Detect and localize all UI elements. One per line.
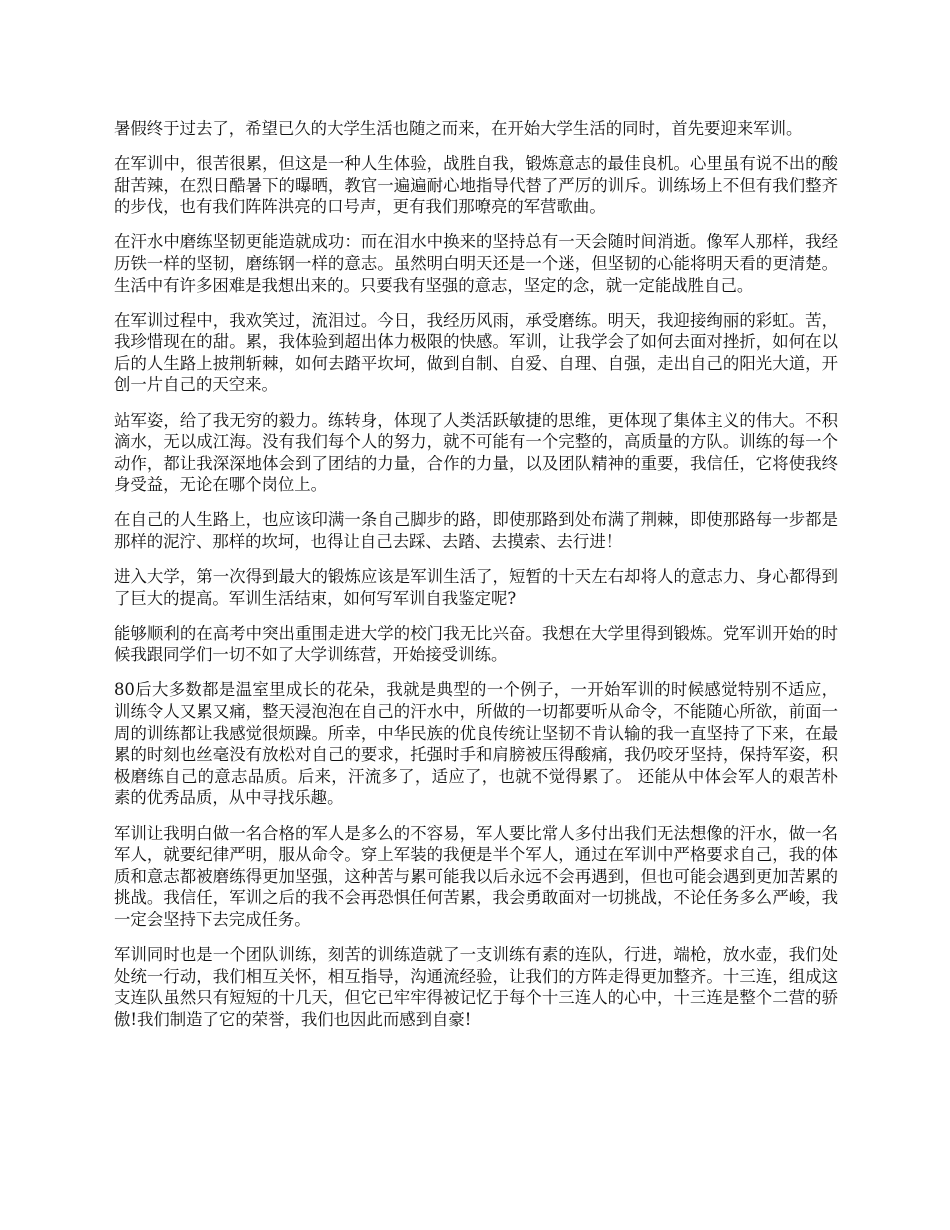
paragraph-10: 军训让我明白做一名合格的军人是多么的不容易，军人要比常人多付出我们无法想像的汗水，做一名军人，就要纪律严明，服从命令。穿上军装的我便是半个军人，通过在军训中严格要求自己，我的体质和意志都被磨练得更加坚强，这种苦与累可能我以后永远不会再遇到，但也可能会遇到更加苦累的挑战。我信任，军训之后的我不会再恐惧任何苦累，我会勇敢面对一切挑战，不论任务多么严峻，我一定会坚持下去完成任务。 xyxy=(114,823,838,929)
paragraph-9: 80后大多数都是温室里成长的花朵，我就是典型的一个例子，一开始军训的时候感觉特别不适应，训练令人又累又痛，整天浸泡泡在自己的汗水中，所做的一切都要听从命令，不能随心所欲，前面一周的训练都让我感觉很烦躁。所幸，中华民族的优良传统让坚韧不肯认输的我一直坚持了下来，在最累的时刻也丝毫没有放松对自己的要求，托强时手和肩膀被压得酸痛，我仍咬牙坚持，保持军姿，积极磨练自己的意志品质。后来，汗流多了，适应了，也就不觉得累了。 还能从中体会军人的艰苦朴素的优秀品质，从中寻找乐趣。 xyxy=(114,680,838,808)
paragraph-3: 在汗水中磨练坚韧更能造就成功：而在泪水中换来的坚持总有一天会随时间消逝。像军人那样，我经历铁一样的坚韧，磨练钢一样的意志。虽然明白明天还是一个迷，但坚韧的心能将明天看的更清楚。生活中有许多困难是我想出来的。只要我有坚强的意志，坚定的念，就一定能战胜自己。 xyxy=(114,232,838,295)
paragraph-8: 能够顺利的在高考中突出重围走进大学的校门我无比兴奋。我想在大学里得到锻炼。党军训开始的时候我跟同学们一切不如了大学训练营，开始接受训练。 xyxy=(114,623,838,665)
paragraph-2: 在军训中，很苦很累，但这是一种人生体验，战胜自我，锻炼意志的最佳良机。心里虽有说不出的酸甜苦辣，在烈日酷暑下的曝晒，教官一遍遍耐心地指导代替了严厉的训斥。训练场上不但有我们整齐的步伐，也有我们阵阵洪亮的口号声，更有我们那嘹亮的军营歌曲。 xyxy=(114,154,838,217)
paragraph-4: 在军训过程中，我欢笑过，流泪过。今日，我经历风雨，承受磨练。明天，我迎接绚丽的彩虹。苦，我珍惜现在的甜。累，我体验到超出体力极限的快感。军训，让我学会了如何去面对挫折，如何在以后的人生路上披荆斩棘，如何去踏平坎坷，做到自制、自爱、自理、自强，走出自己的阳光大道，开创一片自己的天空来。 xyxy=(114,310,838,395)
paragraph-6: 在自己的人生路上，也应该印满一条自己脚步的路，即使那路到处布满了荆棘，即使那路每一步都是那样的泥泞、那样的坎坷，也得让自己去踩、去踏、去摸索、去行进！ xyxy=(114,510,838,551)
paragraph-1: 暑假终于过去了，希望已久的大学生活也随之而来，在开始大学生活的同时，首先要迎来军训。 xyxy=(114,119,803,138)
paragraph-11: 军训同时也是一个团队训练，刻苦的训练造就了一支训练有素的连队，行进，端枪，放水壶，我们处处统一行动，我们相互关怀，相互指导，沟通流经验，让我们的方阵走得更加整齐。十三连，组成这支连队虽然只有短短的十几天，但它已牢牢得被记忆于每个十三连人的心中，十三连是整个二营的骄傲!我们制造了它的荣誉，我们也因此而感到自豪! xyxy=(114,945,838,1029)
paragraph-7: 进入大学，第一次得到最大的锻炼应该是军训生活了，短暂的十天左右却将人的意志力、身心都得到了巨大的提高。军训生活结束，如何写军训自我鉴定呢? xyxy=(114,567,838,608)
document-body xyxy=(114,118,838,1044)
paragraph-5: 站军姿，给了我无穷的毅力。练转身，体现了人类活跃敏捷的思维，更体现了集体主义的伟大。不积滴水，无以成江海。没有我们每个人的努力，就不可能有一个完整的，高质量的方队。训练的每一个动作，都让我深深地体会到了团结的力量，合作的力量，以及团队精神的重要，我信任，它将使我终身受益，无论在哪个岗位上。 xyxy=(114,410,838,495)
